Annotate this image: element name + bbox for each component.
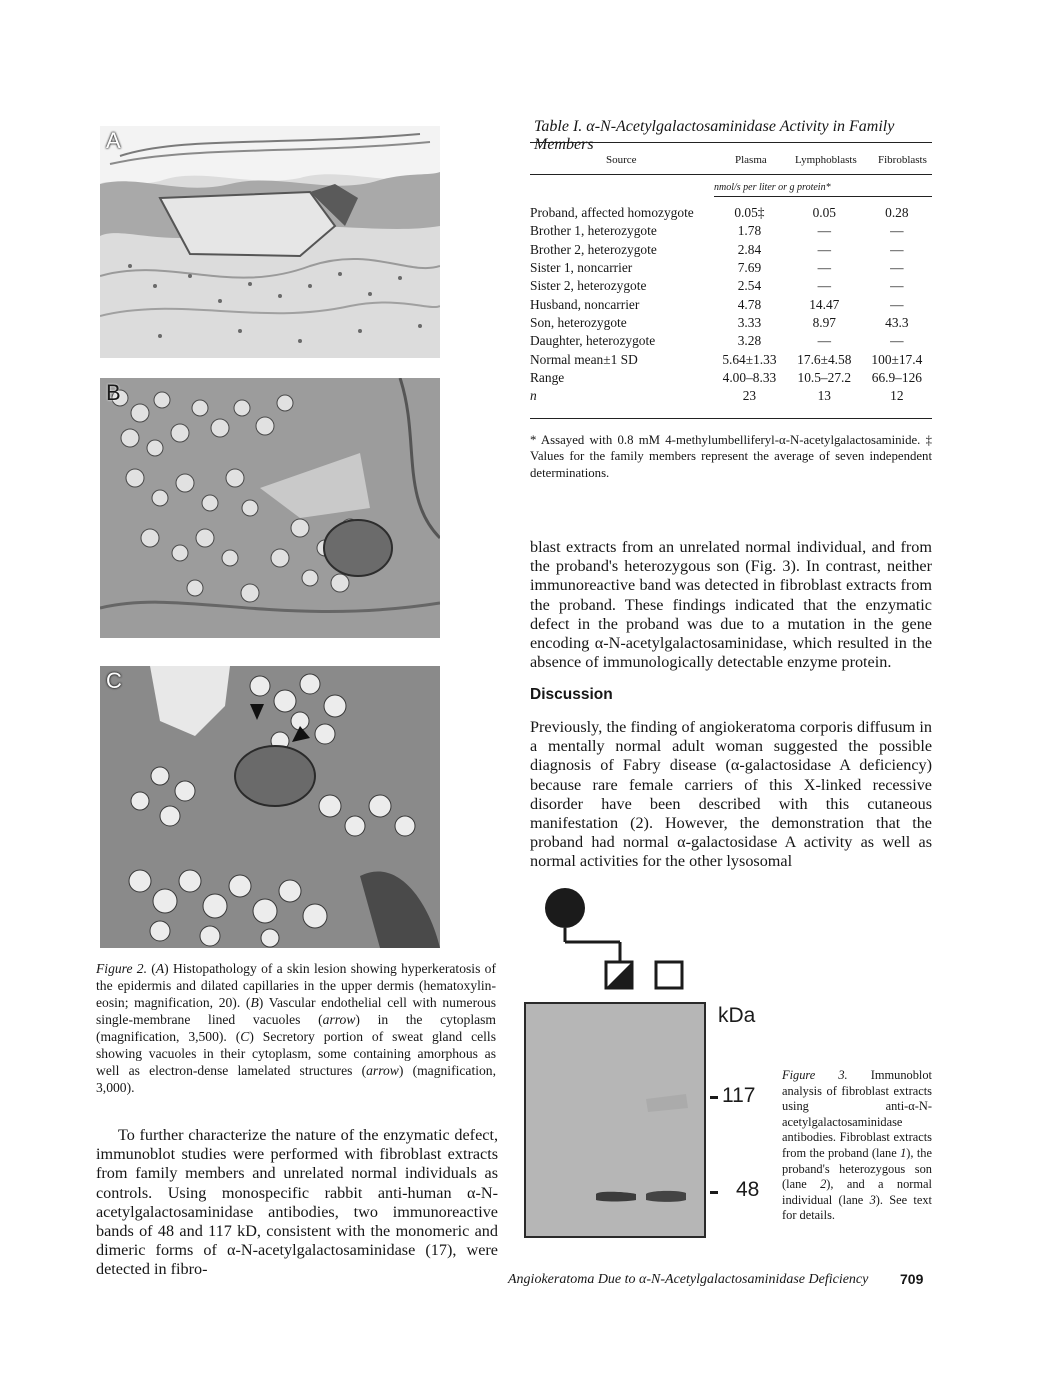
micrograph-panel-c: [100, 666, 440, 948]
header-fibroblasts: Fibroblasts: [878, 154, 927, 166]
figure-3-caption: [782, 1068, 932, 1224]
caption-fragment: ) (magnification, 3,000).: [96, 1063, 496, 1095]
marker-48-tick: [710, 1191, 718, 1194]
caption-fragment: ) Histopathology of a skin lesion showing hyperkeratosis of the epidermis and dilated capillaries in the upper dermis (hematoxylin-eosin; magnification, 20). (: [96, 961, 496, 1010]
caption-fragment: arrow: [366, 1063, 399, 1078]
table-cell-value: 4.00–8.33: [722, 369, 777, 385]
table-cell-value: —: [890, 333, 904, 349]
table-units: nmol/s per liter or g protein*: [714, 182, 831, 193]
table-cell-source: Normal mean±1 SD: [530, 351, 638, 367]
header-lymphoblasts: Lymphoblasts: [795, 154, 857, 166]
table-row: [530, 387, 932, 405]
table-cell-value: 12: [890, 388, 904, 404]
table-cell-source: Daughter, heterozygote: [530, 333, 656, 349]
table-cell-value: —: [817, 223, 831, 239]
table-cell-source: Son, heterozygote: [530, 314, 627, 330]
immunoblot-image: [526, 1004, 706, 1238]
table-cell-value: —: [817, 241, 831, 257]
caption-fragment: 2: [820, 1177, 827, 1192]
table-cell-value: —: [817, 333, 831, 349]
table-cell-value: 13: [817, 388, 831, 404]
table-cell-source: Brother 2, heterozygote: [530, 241, 657, 257]
immunoblot: [524, 1002, 706, 1238]
table-row: [530, 204, 932, 222]
micrograph-panel-a: [100, 126, 440, 358]
table-body: [530, 204, 932, 405]
table-cell-value: 10.5–27.2: [797, 369, 852, 385]
table-row: [530, 369, 932, 387]
table-row: [530, 241, 932, 259]
caption-fragment: ). See text for details.: [782, 1192, 932, 1223]
caption-fragment: (: [146, 961, 156, 976]
table-cell-source: Husband, noncarrier: [530, 296, 640, 312]
table-cell-value: 66.9–126: [871, 369, 922, 385]
caption-fragment: ), and a normal individual (lane: [782, 1177, 932, 1207]
table-cell-value: 43.3: [885, 314, 909, 330]
table-row: [530, 332, 932, 350]
table-cell-value: —: [817, 278, 831, 294]
panel-label: A: [106, 128, 121, 153]
micrograph-b-image: [100, 378, 440, 638]
micrograph-a-image: [100, 126, 440, 358]
table-cell-value: 2.84: [737, 241, 762, 257]
caption-fragment: A: [155, 961, 165, 976]
header-source: Source: [606, 154, 637, 166]
table-footnote: * Assayed with 0.8 mM 4-methylumbelliferyl-α-N-acetylgalactosaminide. ‡ Values for the family members represent the average of seven independent determinations.: [530, 433, 932, 480]
header-plasma: Plasma: [735, 154, 767, 166]
discussion-heading: Discussion: [530, 686, 613, 703]
caption-fragment: 1: [900, 1145, 907, 1160]
table-title: Table I. α-N-Acetylgalactosaminidase Activity in Family Members: [534, 118, 895, 153]
table-cell-source: n: [530, 388, 537, 404]
table-1: [530, 142, 932, 422]
caption-fragment: C: [240, 1029, 250, 1044]
caption-fragment: B: [250, 995, 259, 1010]
table-bottom-rule: [530, 418, 932, 419]
table-cell-value: 0.28: [885, 205, 909, 221]
pedigree: [540, 886, 700, 996]
table-cell-source: Sister 2, heterozygote: [530, 278, 647, 294]
caption-fragment: Figure 3.: [782, 1068, 848, 1082]
table-top-rule: [530, 142, 932, 143]
table-row: [530, 295, 932, 313]
table-row: [530, 222, 932, 240]
caption-fragment: arrow: [322, 1012, 356, 1027]
table-cell-value: 5.64±1.33: [722, 351, 777, 367]
table-row: [530, 350, 932, 368]
table-cell-value: —: [817, 260, 831, 276]
table-cell-value: 23: [742, 388, 757, 404]
marker-117-tick: [710, 1096, 718, 1099]
caption-fragment: 3: [869, 1192, 876, 1207]
table-header-rule: [530, 174, 932, 175]
table-cell-value: 3.33: [737, 314, 762, 330]
caption-fragment: ) in the cytoplasm (magnification, 3,500). (: [96, 1012, 497, 1044]
page-number: 709: [900, 1271, 924, 1287]
table-cell-source: Brother 1, heterozygote: [530, 223, 657, 239]
units-rule: [714, 196, 932, 197]
caption-fragment: ), the proband's heterozygous son (lane: [782, 1145, 932, 1192]
panel-label: B: [106, 380, 121, 405]
table-cell-value: —: [890, 223, 904, 239]
caption-fragment: ) Vascular endothelial cell with numerous single-membrane lined vacuoles (: [96, 995, 496, 1027]
caption-fragment: ) Secretory portion of sweat gland cells showing vacuoles in their cytoplasm, some containing amorphous as well as electron-dense lamelated structures (: [96, 1029, 496, 1078]
table-row: [530, 277, 932, 295]
table-cell-value: 17.6±4.58: [797, 351, 852, 367]
table-row: [530, 314, 932, 332]
table-cell-value: 0.05‡: [734, 205, 765, 221]
table-cell-value: 14.47: [809, 296, 840, 312]
table-cell-value: —: [890, 278, 904, 294]
table-cell-value: 7.69: [737, 260, 762, 276]
panel-label: C: [106, 668, 122, 693]
discussion-paragraph: Previously, the finding of angiokeratoma corporis diffusum in a mentally normal adult woman suggested the possible diagnosis of Fabry disease (α-galactosidase A deficiency) because rare female carriers of this X-linked recessive disorder have been described with this cutaneous manifestation (2). However, the demonstration that the proband had normal α-galactosidase A activity as well as normal activities for the other lysosomal: [530, 718, 932, 871]
kda-label: kDa: [718, 1004, 756, 1027]
table-cell-value: 0.05: [812, 205, 836, 221]
table-cell-value: 8.97: [812, 314, 836, 330]
table-cell-value: 2.54: [737, 278, 762, 294]
table-cell-value: 4.78: [737, 296, 762, 312]
table-cell-source: Proband, affected homozygote: [530, 205, 694, 221]
running-title: Angiokeratoma Due to α-N-Acetylgalactosaminidase Deficiency: [508, 1272, 869, 1287]
table-cell-value: 3.28: [737, 333, 762, 349]
left-body-paragraph: To further characterize the nature of the enzymatic defect, immunoblot studies were performed with fibroblast extracts from family members and unrelated normal individuals as controls. Using monospecific rabbit anti-human α-N-acetylgalactosaminidase antibodies, two immunoreactive bands of 48 and 117 kD, consistent with the monomeric and dimeric forms of α-N-acetylgalactosaminidase (17), were detected in fibro-: [96, 1126, 498, 1279]
micrograph-c-image: [100, 666, 440, 948]
table-row: [530, 259, 932, 277]
marker-48-label: 48: [736, 1178, 760, 1201]
table-cell-value: —: [890, 296, 904, 312]
marker-117-label: 117: [722, 1084, 756, 1107]
micrograph-panel-b: [100, 378, 440, 638]
table-cell-source: Sister 1, noncarrier: [530, 260, 633, 276]
right-body-paragraph: blast extracts from an unrelated normal individual, and from the proband's heterozygous son (Fig. 3). In contrast, neither immunoreactive band was detected in fibroblast extracts from the proband. These findings indicated that the enzymatic defect in the proband was due to a mutation in the gene encoding α-N-acetylgalactosaminidase, which resulted in the absence of immunologically detectable enzyme protein.: [530, 538, 932, 672]
table-cell-value: —: [890, 260, 904, 276]
caption-fragment: Immunoblot analysis of fibroblast extracts using anti-α-N-acetylgalactosaminidase antibodies. Fibroblast extracts from the proband (lane: [782, 1068, 932, 1160]
table-cell-source: Range: [530, 369, 565, 385]
table-cell-value: 1.78: [737, 223, 762, 239]
table-cell-value: 100±17.4: [871, 351, 923, 367]
table-cell-value: —: [890, 241, 904, 257]
figure-2-caption: [96, 960, 496, 1096]
caption-fragment: Figure 2.: [96, 961, 147, 976]
